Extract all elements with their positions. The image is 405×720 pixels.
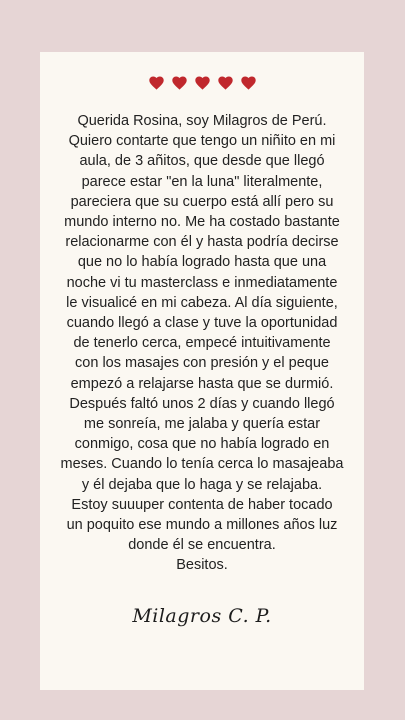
letter-line: meses. Cuando lo tenía cerca lo masajeaba (60, 456, 344, 473)
letter-line: donde él se encuentra. (128, 537, 276, 554)
letter-body (50, 111, 354, 576)
heart-icon (241, 76, 256, 90)
letter-line: Besitos. (176, 557, 228, 574)
letter-line: aula, de 3 añitos, que desde que llegó (79, 153, 325, 170)
letter-line: Querida Rosina, soy Milagros de Perú. (77, 113, 327, 129)
heart-icon (149, 76, 164, 90)
letter-line: empezó a relajarse hasta que se durmió. (70, 375, 334, 392)
letter-line: un poquito ese mundo a millones años luz (66, 517, 338, 534)
hearts-row (40, 76, 364, 90)
letter-line: me sonreía, me jalaba y quería estar (83, 416, 321, 433)
letter-line: conmigo, cosa que no había logrado en (74, 436, 330, 453)
heart-icon (218, 76, 233, 90)
letter-line: cuando llegó a clase y tuve la oportunidad (66, 315, 338, 332)
letter-line: mundo interno no. Me ha costado bastante (64, 214, 340, 231)
letter-line: que no lo había logrado hasta que una (77, 254, 327, 271)
letter-line: noche vi tu masterclass e inmediatamente (66, 274, 338, 291)
testimonial-card (40, 52, 364, 690)
letter-line: pareciera que su cuerpo está allí pero su (70, 193, 334, 210)
letter-line: con los masajes con presión y el peque (75, 355, 329, 372)
letter-line: Quiero contarte que tengo un niñito en mi (68, 133, 336, 150)
letter-line: parece estar "en la luna" literalmente, (81, 173, 323, 190)
letter-line: relacionarme con él y hasta podría decirse (65, 234, 339, 251)
letter-line: le visualicé en mi cabeza. Al día siguiente, (66, 294, 338, 311)
letter-line: Después faltó unos 2 días y cuando llegó (69, 395, 335, 412)
heart-icon (195, 76, 210, 90)
letter-line: y él dejaba que lo haga y se relajaba. (81, 476, 323, 493)
letter-line: de tenerlo cerca, empecé intuitivamente (73, 335, 331, 352)
heart-icon (172, 76, 187, 90)
signature: Milagros C. P. (132, 605, 272, 627)
letter-line: Estoy suuuper contenta de haber tocado (71, 496, 333, 513)
